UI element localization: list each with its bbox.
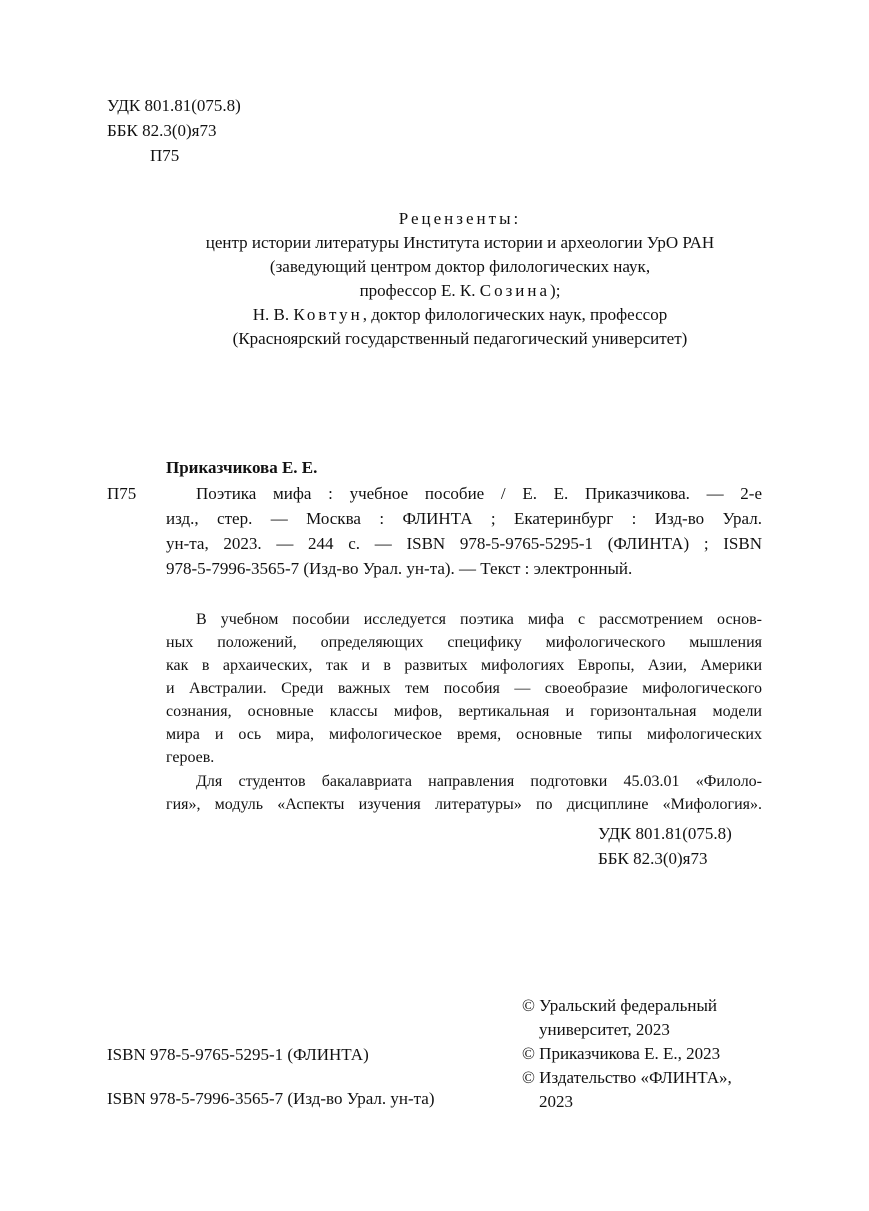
reviewer-2-line: [160, 303, 760, 327]
bbk-code: ББК 82.3(0)я73: [107, 121, 217, 140]
annotation-udk: УДК 801.81(075.8): [598, 824, 732, 843]
copyright-ural-line-2: университет, 2023: [539, 1020, 670, 1039]
isbn-flinta: ISBN 978-5-9765-5295-1 (ФЛИНТА): [107, 1045, 369, 1064]
reviewer-2-org: (Красноярский государственный педагогический университет): [232, 329, 688, 348]
reviewer-1-name-line: [160, 279, 760, 303]
annotation-line: Для студентов бакалавриата направления подготовки 45.03.01 «Филоло-: [196, 773, 762, 790]
udk-code: УДК 801.81(075.8): [107, 96, 241, 115]
copyright-author: © Приказчикова Е. Е., 2023: [522, 1044, 721, 1063]
entry-line-4: 978-5-7996-3565-7 (Изд-во Урал. ун-та). — Текст : электронный.: [166, 559, 633, 578]
reviewer-1-org: центр истории литературы Института истории и археологии УрО РАН: [205, 233, 715, 252]
entry-author: Приказчикова Е. Е.: [166, 458, 318, 477]
annotation-line: героев.: [166, 749, 215, 766]
annotation-line: В учебном пособии исследуется поэтика мифа с рассмотрением основ-: [196, 611, 762, 628]
reviewer-1-head: (заведующий центром доктор филологических наук,: [269, 257, 651, 276]
annotation-line: как в архаических, так и в развитых мифологиях Европы, Азии, Америки: [166, 657, 762, 674]
isbn-ural: ISBN 978-5-7996-3565-7 (Изд-во Урал. ун-та): [107, 1089, 435, 1108]
annotation-line: и Австралии. Среди важных тем пособия — своеобразие мифологического: [166, 680, 762, 697]
author-sign: П75: [150, 146, 180, 165]
copyright-ural-line-1: © Уральский федеральный: [522, 996, 717, 1015]
annotation-line: сознания, основные классы мифов, вертикальная и горизонтальная модели: [166, 703, 762, 720]
copyright-flinta-line-1: © Издательство «ФЛИНТА»,: [522, 1068, 732, 1087]
reviewer-1-suffix: );: [550, 281, 561, 300]
entry-line-1: Поэтика мифа : учебное пособие / Е. Е. Приказчикова. — 2-е: [196, 484, 762, 503]
annotation-line: гия», модуль «Аспекты изучения литературы» по дисциплине «Мифология».: [166, 796, 762, 813]
copyright-flinta-line-2: 2023: [539, 1092, 573, 1111]
entry-line-2: изд., стер. — Москва : ФЛИНТА ; Екатеринбург : Изд-во Урал.: [166, 509, 762, 528]
reviewers-title: Рецензенты:: [398, 209, 522, 228]
reviewer-2-prefix: Н. В.: [252, 305, 294, 324]
entry-line-3: ун-та, 2023. — 244 с. — ISBN 978-5-9765-5295-1 (ФЛИНТА) ; ISBN: [166, 534, 762, 553]
annotation-line: мира и ось мира, мифологическое время, основные типы мифологических: [166, 726, 762, 743]
annotation-bbk: ББК 82.3(0)я73: [598, 849, 708, 868]
reviewer-1-surname: Созина: [479, 281, 551, 300]
reviewer-2-suffix: , доктор филологических наук, профессор: [362, 305, 668, 324]
reviewers-block: [160, 207, 760, 351]
annotation-line: ных положений, определяющих специфику мифологического мышления: [166, 634, 762, 651]
reviewer-1-prefix: профессор Е. К.: [359, 281, 480, 300]
entry-sign: П75: [107, 484, 137, 503]
reviewer-2-surname: Ковтун: [293, 305, 363, 324]
